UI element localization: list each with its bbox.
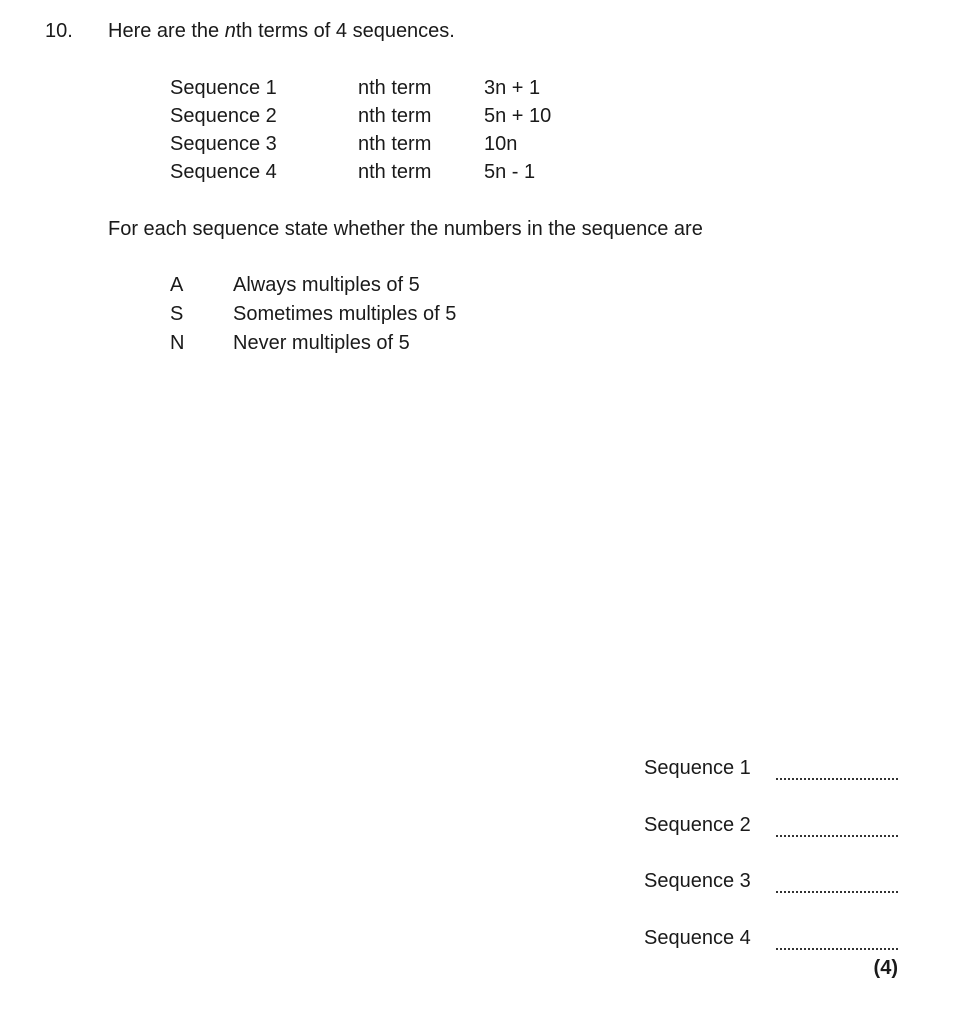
sequence-expression: 5n - 1 bbox=[484, 161, 536, 183]
option-item bbox=[170, 273, 570, 301]
answer-label: Sequence 1 bbox=[644, 757, 751, 779]
sequence-expression: 10n bbox=[484, 133, 518, 155]
intro-italic-n: n bbox=[224, 20, 236, 42]
answer-field-sequence-4[interactable] bbox=[776, 926, 898, 950]
sequence-expression: 5n + 10 bbox=[484, 105, 552, 127]
option-text: Sometimes multiples of 5 bbox=[233, 303, 457, 325]
sequence-name: Sequence 1 bbox=[170, 77, 277, 99]
answer-row bbox=[644, 756, 900, 784]
sequence-expression: 3n + 1 bbox=[484, 77, 541, 99]
sequence-term-label: nth term bbox=[358, 133, 432, 155]
sequence-name: Sequence 3 bbox=[170, 133, 277, 155]
intro-text-start: Here are the bbox=[108, 20, 225, 42]
marks-label: (4) bbox=[873, 957, 898, 979]
answer-row bbox=[644, 926, 900, 954]
instruction-text: For each sequence state whether the numbers in the sequence are bbox=[108, 218, 703, 240]
option-letter: N bbox=[170, 332, 185, 354]
answer-field-sequence-1[interactable] bbox=[776, 756, 898, 780]
option-letter: S bbox=[170, 303, 184, 325]
option-item bbox=[170, 331, 570, 359]
sequence-row bbox=[170, 76, 590, 104]
answer-label: Sequence 4 bbox=[644, 927, 751, 949]
answer-row bbox=[644, 813, 900, 841]
sequence-term-label: nth term bbox=[358, 105, 432, 127]
option-item bbox=[170, 302, 570, 330]
question-number: 10. bbox=[45, 20, 73, 42]
intro-text-end: th terms of 4 sequences. bbox=[235, 20, 455, 42]
answer-label: Sequence 3 bbox=[644, 870, 751, 892]
sequence-row bbox=[170, 104, 590, 132]
sequence-row bbox=[170, 160, 590, 188]
answer-row bbox=[644, 869, 900, 897]
sequence-name: Sequence 2 bbox=[170, 105, 277, 127]
option-letter: A bbox=[170, 274, 184, 296]
answer-label: Sequence 2 bbox=[644, 814, 751, 836]
answer-field-sequence-3[interactable] bbox=[776, 869, 898, 893]
sequence-row bbox=[170, 132, 590, 160]
sequence-name: Sequence 4 bbox=[170, 161, 277, 183]
option-text: Always multiples of 5 bbox=[233, 274, 420, 296]
question-intro bbox=[108, 19, 455, 43]
sequence-term-label: nth term bbox=[358, 77, 432, 99]
answer-field-sequence-2[interactable] bbox=[776, 813, 898, 837]
option-text: Never multiples of 5 bbox=[233, 332, 410, 354]
sequence-term-label: nth term bbox=[358, 161, 432, 183]
